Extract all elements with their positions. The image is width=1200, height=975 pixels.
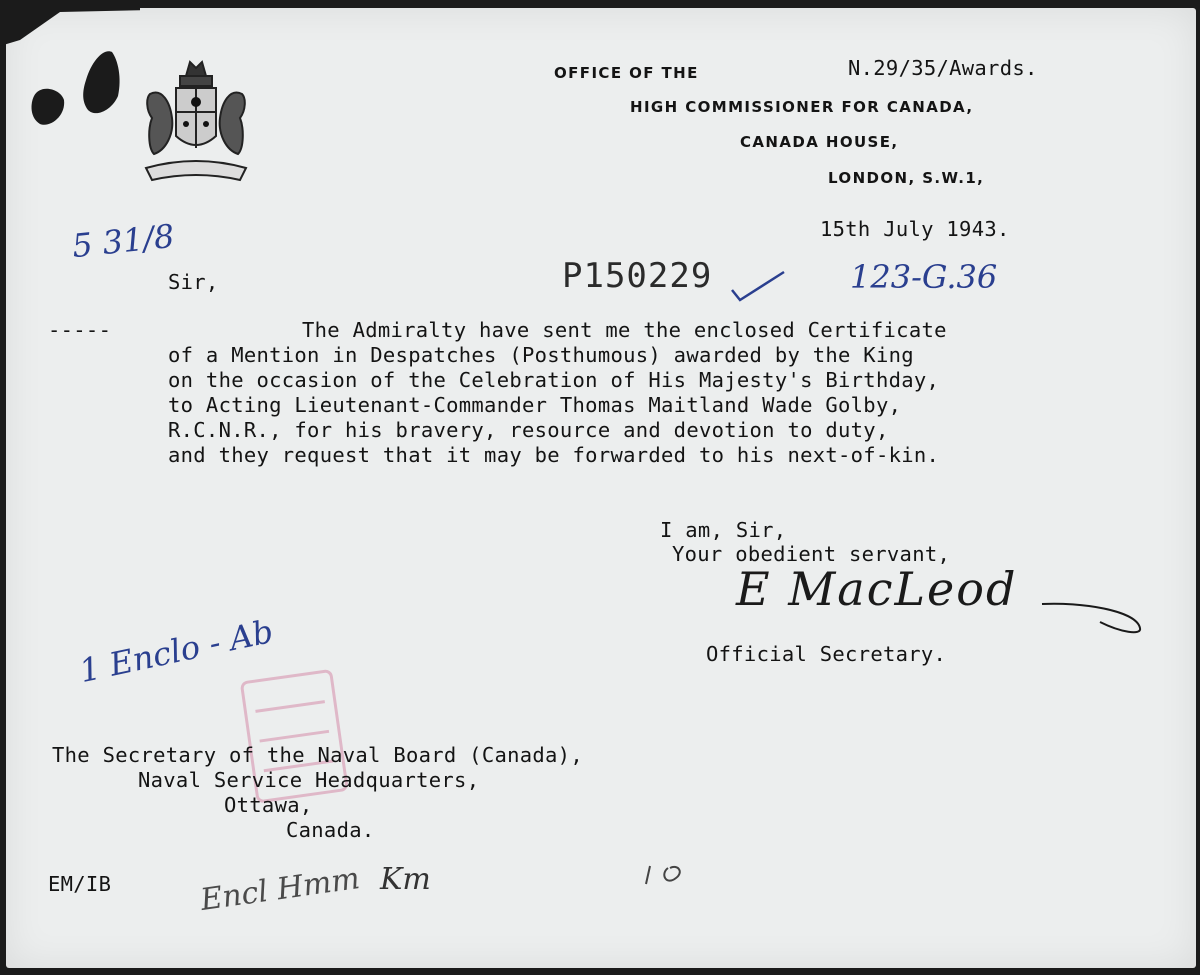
pencil-note: Encl Hmm (198, 861, 362, 918)
body-line-3: on the occasion of the Celebration of His Majesty's Birthday, (168, 368, 940, 392)
pencil-scribble (640, 848, 710, 888)
handwritten-file-reference: 123-G.36 (850, 258, 998, 296)
recipient-line-4: Canada. (286, 818, 375, 842)
pencil-initials: Km (380, 862, 431, 897)
recipient-line-3: Ottawa, (224, 793, 313, 817)
recipient-line-2: Naval Service Headquarters, (138, 768, 480, 792)
signature-flourish (1040, 600, 1150, 640)
body-line-2: of a Mention in Despatches (Posthumous) awarded by the King (168, 343, 914, 367)
handwritten-enclosure-note: 1 Enclo - Ab (76, 611, 277, 691)
body-line-6: and they request that it may be forwarded to his next-of-kin. (168, 443, 940, 467)
letterhead-high-commissioner: HIGH COMMISSIONER FOR CANADA, (630, 98, 974, 116)
closing-line-2: Your obedient servant, (672, 542, 951, 566)
signature: E MacLeod (736, 562, 1018, 616)
letterhead-office: OFFICE OF THE (554, 64, 699, 82)
body-line-1: The Admiralty have sent me the enclosed Certificate (302, 318, 947, 342)
salutation: Sir, (168, 270, 219, 294)
letterhead-canada-house: CANADA HOUSE, (740, 133, 899, 151)
reference-number: N.29/35/Awards. (848, 56, 1038, 80)
check-mark-icon (728, 268, 788, 304)
side-mark: ----- (48, 318, 112, 342)
torn-corner (0, 0, 140, 140)
stamped-number: P150229 (562, 256, 713, 296)
handwritten-file-number: 5 31/8 (70, 216, 177, 266)
recipient-line-1: The Secretary of the Naval Board (Canada), (52, 743, 583, 767)
closing-title: Official Secretary. (706, 642, 947, 666)
body-line-4: to Acting Lieutenant-Commander Thomas Maitland Wade Golby, (168, 393, 902, 417)
canada-coat-of-arms-icon (140, 58, 252, 190)
closing-line-1: I am, Sir, (660, 518, 787, 542)
typist-reference: EM/IB (48, 872, 112, 896)
letter-date: 15th July 1943. (820, 217, 1010, 241)
body-line-5: R.C.N.R., for his bravery, resource and devotion to duty, (168, 418, 889, 442)
letterhead-london: LONDON, S.W.1, (828, 169, 985, 187)
